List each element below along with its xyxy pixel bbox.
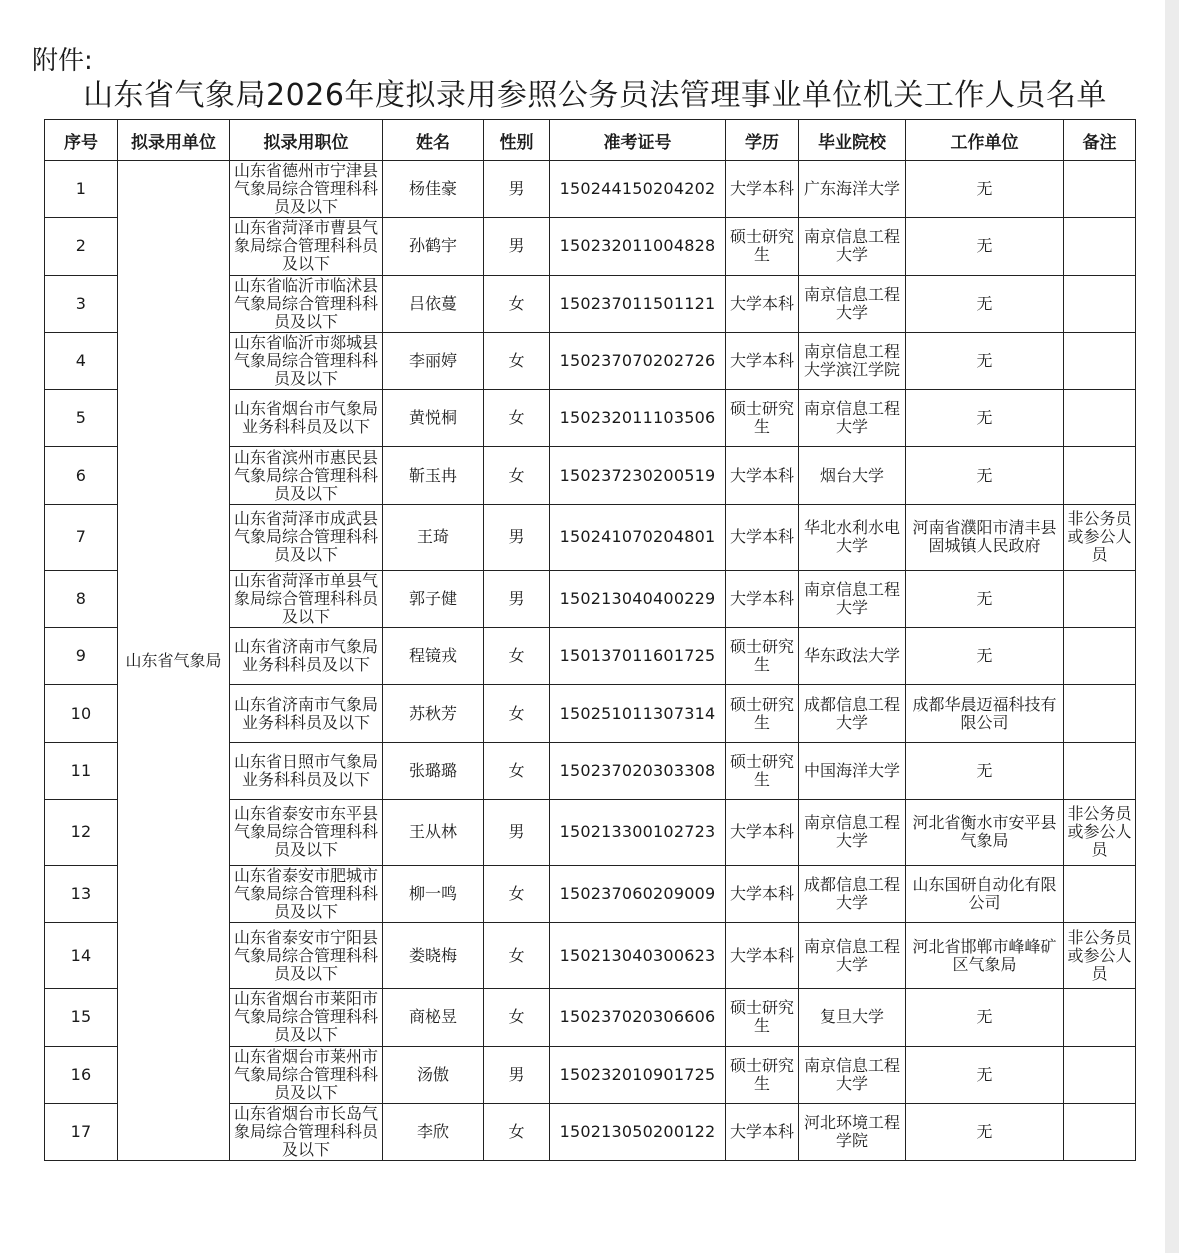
cell-work-unit: 无 (906, 218, 1064, 275)
cell-note (1064, 1046, 1136, 1103)
cell-school: 成都信息工程大学 (799, 685, 906, 742)
cell-note: 非公务员或参公人员 (1064, 923, 1136, 989)
cell-position: 山东省烟台市莱阳市气象局综合管理科科员及以下 (230, 989, 383, 1046)
cell-work-unit: 无 (906, 390, 1064, 447)
cell-no: 12 (45, 799, 118, 865)
cell-no: 6 (45, 447, 118, 504)
cell-position: 山东省泰安市宁阳县气象局综合管理科科员及以下 (230, 923, 383, 989)
cell-gender: 男 (484, 799, 550, 865)
cell-note: 非公务员或参公人员 (1064, 504, 1136, 570)
cell-note (1064, 628, 1136, 685)
cell-education: 硕士研究生 (726, 218, 799, 275)
cell-school: 南京信息工程大学滨江学院 (799, 332, 906, 389)
cell-school: 南京信息工程大学 (799, 390, 906, 447)
cell-no: 10 (45, 685, 118, 742)
cell-note (1064, 989, 1136, 1046)
cell-education: 大学本科 (726, 923, 799, 989)
cell-note (1064, 390, 1136, 447)
cell-position: 山东省泰安市东平县气象局综合管理科科员及以下 (230, 799, 383, 865)
cell-name: 杨佳豪 (383, 161, 484, 218)
cell-work-unit: 无 (906, 742, 1064, 799)
cell-education: 大学本科 (726, 570, 799, 627)
cell-note (1064, 275, 1136, 332)
cell-work-unit: 河北省衡水市安平县气象局 (906, 799, 1064, 865)
cell-exam-id: 150213050200122 (550, 1103, 726, 1160)
col-header-education: 学历 (726, 120, 799, 161)
cell-work-unit: 无 (906, 275, 1064, 332)
cell-gender: 男 (484, 1046, 550, 1103)
cell-work-unit: 山东国研自动化有限公司 (906, 865, 1064, 922)
cell-work-unit: 无 (906, 332, 1064, 389)
cell-position: 山东省菏泽市曹县气象局综合管理科科员及以下 (230, 218, 383, 275)
cell-position: 山东省济南市气象局业务科科员及以下 (230, 628, 383, 685)
cell-work-unit: 无 (906, 447, 1064, 504)
cell-note (1064, 685, 1136, 742)
cell-education: 大学本科 (726, 504, 799, 570)
col-header-no: 序号 (45, 120, 118, 161)
cell-exam-id: 150237070202726 (550, 332, 726, 389)
cell-note (1064, 865, 1136, 922)
cell-exam-id: 150237230200519 (550, 447, 726, 504)
cell-work-unit: 无 (906, 628, 1064, 685)
cell-gender: 男 (484, 161, 550, 218)
cell-position: 山东省烟台市气象局业务科科员及以下 (230, 390, 383, 447)
col-header-gender: 性别 (484, 120, 550, 161)
cell-education: 硕士研究生 (726, 742, 799, 799)
cell-school: 南京信息工程大学 (799, 218, 906, 275)
cell-position: 山东省临沂市临沭县气象局综合管理科科员及以下 (230, 275, 383, 332)
cell-gender: 男 (484, 504, 550, 570)
attachment-label: 附件: (32, 46, 93, 76)
cell-note: 非公务员或参公人员 (1064, 799, 1136, 865)
cell-exam-id: 150213040300623 (550, 923, 726, 989)
cell-name: 柳一鸣 (383, 865, 484, 922)
cell-name: 汤傲 (383, 1046, 484, 1103)
cell-note (1064, 332, 1136, 389)
cell-position: 山东省菏泽市单县气象局综合管理科科员及以下 (230, 570, 383, 627)
col-header-position: 拟录用职位 (230, 120, 383, 161)
table-row (45, 161, 1136, 218)
cell-gender: 女 (484, 742, 550, 799)
cell-position: 山东省烟台市长岛气象局综合管理科科员及以下 (230, 1103, 383, 1160)
cell-school: 南京信息工程大学 (799, 923, 906, 989)
cell-position: 山东省烟台市莱州市气象局综合管理科科员及以下 (230, 1046, 383, 1103)
cell-education: 大学本科 (726, 799, 799, 865)
cell-exam-id: 150213300102723 (550, 799, 726, 865)
cell-position: 山东省德州市宁津县气象局综合管理科科员及以下 (230, 161, 383, 218)
cell-exam-id: 150237011501121 (550, 275, 726, 332)
cell-note (1064, 742, 1136, 799)
cell-note (1064, 570, 1136, 627)
cell-education: 硕士研究生 (726, 989, 799, 1046)
col-header-name: 姓名 (383, 120, 484, 161)
cell-school: 华北水利水电大学 (799, 504, 906, 570)
cell-gender: 女 (484, 989, 550, 1046)
cell-education: 大学本科 (726, 1103, 799, 1160)
col-header-school: 毕业院校 (799, 120, 906, 161)
cell-unit: 山东省气象局 (118, 161, 230, 1161)
cell-no: 15 (45, 989, 118, 1046)
cell-note (1064, 161, 1136, 218)
cell-work-unit: 无 (906, 570, 1064, 627)
document-title: 山东省气象局2026年度拟录用参照公务员法管理事业单位机关工作人员名单 (83, 78, 1107, 113)
cell-education: 大学本科 (726, 447, 799, 504)
col-header-exam-id: 准考证号 (550, 120, 726, 161)
cell-education: 硕士研究生 (726, 1046, 799, 1103)
cell-gender: 女 (484, 390, 550, 447)
cell-name: 商柲昱 (383, 989, 484, 1046)
cell-work-unit: 无 (906, 989, 1064, 1046)
cell-education: 硕士研究生 (726, 628, 799, 685)
cell-work-unit: 成都华晨迈福科技有限公司 (906, 685, 1064, 742)
cell-position: 山东省菏泽市成武县气象局综合管理科科员及以下 (230, 504, 383, 570)
cell-no: 13 (45, 865, 118, 922)
cell-gender: 男 (484, 218, 550, 275)
cell-name: 程镜戎 (383, 628, 484, 685)
cell-exam-id: 150241070204801 (550, 504, 726, 570)
cell-position: 山东省临沂市郯城县气象局综合管理科科员及以下 (230, 332, 383, 389)
page-edge-shadow (1165, 0, 1179, 1253)
cell-note (1064, 1103, 1136, 1160)
cell-no: 9 (45, 628, 118, 685)
cell-position: 山东省泰安市肥城市气象局综合管理科科员及以下 (230, 865, 383, 922)
cell-position: 山东省日照市气象局业务科科员及以下 (230, 742, 383, 799)
cell-school: 南京信息工程大学 (799, 1046, 906, 1103)
cell-school: 华东政法大学 (799, 628, 906, 685)
cell-exam-id: 150251011307314 (550, 685, 726, 742)
col-header-note: 备注 (1064, 120, 1136, 161)
cell-school: 南京信息工程大学 (799, 275, 906, 332)
cell-gender: 女 (484, 685, 550, 742)
cell-work-unit: 无 (906, 1103, 1064, 1160)
cell-note (1064, 447, 1136, 504)
col-header-work-unit: 工作单位 (906, 120, 1064, 161)
cell-education: 硕士研究生 (726, 390, 799, 447)
cell-work-unit: 无 (906, 1046, 1064, 1103)
cell-position: 山东省滨州市惠民县气象局综合管理科科员及以下 (230, 447, 383, 504)
cell-no: 16 (45, 1046, 118, 1103)
cell-gender: 女 (484, 332, 550, 389)
cell-school: 南京信息工程大学 (799, 570, 906, 627)
cell-exam-id: 150213040400229 (550, 570, 726, 627)
cell-gender: 女 (484, 865, 550, 922)
cell-name: 郭子健 (383, 570, 484, 627)
cell-exam-id: 150232011103506 (550, 390, 726, 447)
cell-exam-id: 150232011004828 (550, 218, 726, 275)
cell-note (1064, 218, 1136, 275)
cell-education: 大学本科 (726, 332, 799, 389)
cell-no: 3 (45, 275, 118, 332)
cell-no: 14 (45, 923, 118, 989)
cell-gender: 女 (484, 1103, 550, 1160)
cell-school: 河北环境工程学院 (799, 1103, 906, 1160)
cell-exam-id: 150237020306606 (550, 989, 726, 1046)
cell-name: 吕依蔓 (383, 275, 484, 332)
cell-gender: 女 (484, 275, 550, 332)
cell-school: 复旦大学 (799, 989, 906, 1046)
cell-school: 成都信息工程大学 (799, 865, 906, 922)
cell-no: 2 (45, 218, 118, 275)
cell-name: 娄晓梅 (383, 923, 484, 989)
cell-name: 孙鹤宇 (383, 218, 484, 275)
cell-exam-id: 150232010901725 (550, 1046, 726, 1103)
cell-work-unit: 河北省邯郸市峰峰矿区气象局 (906, 923, 1064, 989)
cell-education: 硕士研究生 (726, 685, 799, 742)
cell-education: 大学本科 (726, 865, 799, 922)
cell-work-unit: 河南省濮阳市清丰县固城镇人民政府 (906, 504, 1064, 570)
cell-school: 广东海洋大学 (799, 161, 906, 218)
roster-table (44, 119, 1136, 1161)
cell-no: 11 (45, 742, 118, 799)
cell-education: 大学本科 (726, 161, 799, 218)
cell-exam-id: 150137011601725 (550, 628, 726, 685)
cell-no: 17 (45, 1103, 118, 1160)
table-body (45, 161, 1136, 1161)
cell-position: 山东省济南市气象局业务科科员及以下 (230, 685, 383, 742)
cell-gender: 女 (484, 628, 550, 685)
cell-work-unit: 无 (906, 161, 1064, 218)
cell-no: 5 (45, 390, 118, 447)
cell-no: 4 (45, 332, 118, 389)
cell-name: 黄悦桐 (383, 390, 484, 447)
cell-name: 李欣 (383, 1103, 484, 1160)
cell-no: 7 (45, 504, 118, 570)
cell-name: 王琦 (383, 504, 484, 570)
cell-name: 李丽婷 (383, 332, 484, 389)
cell-exam-id: 150237060209009 (550, 865, 726, 922)
cell-education: 大学本科 (726, 275, 799, 332)
cell-gender: 男 (484, 570, 550, 627)
cell-school: 烟台大学 (799, 447, 906, 504)
cell-name: 苏秋芳 (383, 685, 484, 742)
cell-no: 1 (45, 161, 118, 218)
table-header (45, 120, 1136, 161)
cell-school: 南京信息工程大学 (799, 799, 906, 865)
cell-school: 中国海洋大学 (799, 742, 906, 799)
cell-name: 王从林 (383, 799, 484, 865)
cell-no: 8 (45, 570, 118, 627)
col-header-unit: 拟录用单位 (118, 120, 230, 161)
cell-exam-id: 150237020303308 (550, 742, 726, 799)
cell-exam-id: 150244150204202 (550, 161, 726, 218)
cell-gender: 女 (484, 923, 550, 989)
cell-gender: 女 (484, 447, 550, 504)
cell-name: 张璐璐 (383, 742, 484, 799)
cell-name: 靳玉冉 (383, 447, 484, 504)
